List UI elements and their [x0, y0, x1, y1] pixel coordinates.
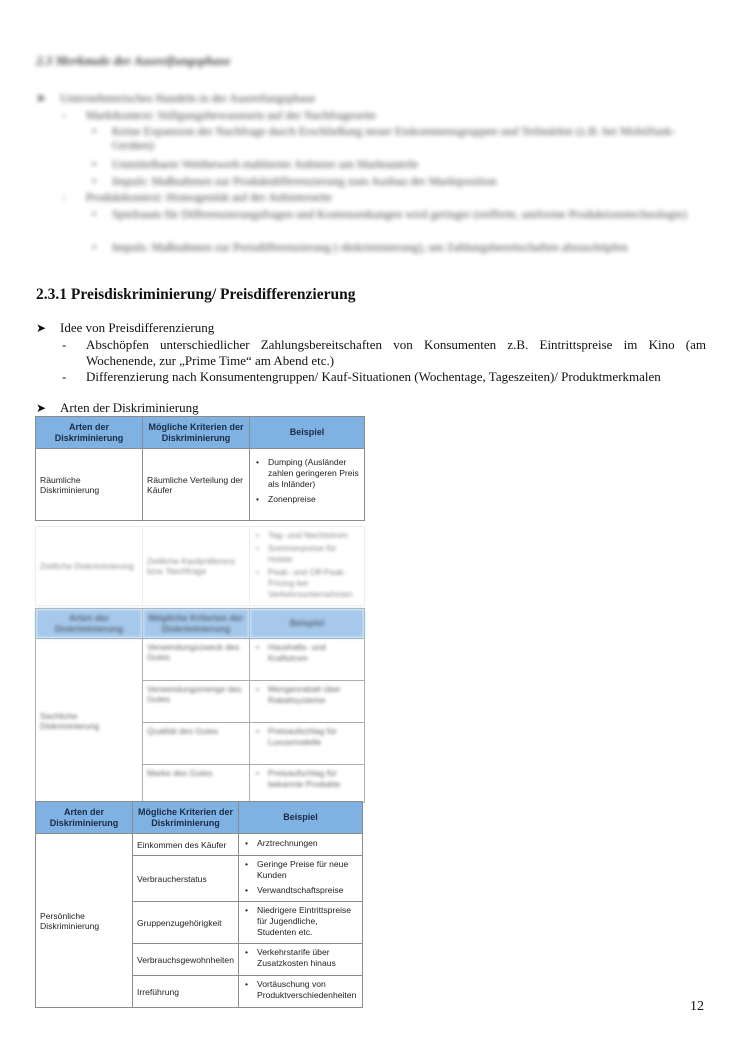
table-cell-examples — [239, 944, 363, 976]
table-cell-criterion: Irreführung — [133, 976, 239, 1008]
table-cell-examples — [250, 527, 365, 606]
blurred-line: Produktkontext: Homogenität auf der Anbieterseite — [86, 190, 332, 204]
example-item: • Haushalts- und Kraftstrom — [254, 642, 360, 664]
table-cell-criterion: Verbraucherstatus — [133, 856, 239, 902]
table-cell-type: Sachliche Diskriminierung — [36, 639, 143, 803]
example-item: • Verkehrstarife über Zusatzkosten hinaus — [243, 947, 358, 969]
blurred-bullet: • — [92, 157, 97, 171]
table-cell-criterion: Gruppenzugehörigkeit — [133, 902, 239, 944]
sub-bullet-text: Differenzierung nach Konsumentengruppen/ Kauf-Situationen (Wochentage, Tageszeiten)/ Produktmerkmalen — [86, 369, 661, 384]
table-cell-examples — [239, 856, 363, 902]
table-cell-criterion: Marke des Gutes — [143, 765, 250, 803]
blurred-line: Impuls: Maßnahmen zur Preisdifferenzierung (-diskriminierung), um Zahlungsbereitschaften abzuschöpfen — [112, 240, 628, 254]
section-heading: 2.3.1 Preisdiskriminierung/ Preisdifferenzierung — [36, 286, 356, 303]
blurred-dash: - — [62, 190, 66, 204]
blurred-bullet: • — [92, 207, 97, 221]
blurred-heading: 2.3 Merkmale der Ausreifungsphase — [36, 53, 231, 68]
example-item: • Sommerpreise für Hotels — [254, 543, 360, 565]
example-item: • Zonenpreise — [254, 494, 360, 505]
blurred-line: Impuls: Maßnahmen zur Produktdifferenzierung zum Ausbau der Marktposition — [112, 174, 497, 188]
example-item: • Dumping (Ausländer zahlen geringeren Preis als Inländer) — [254, 457, 360, 490]
blurred-line: Unmittelbarer Wettbewerb etablierter Anbieter um Marktanteile — [112, 157, 419, 171]
blurred-line: Marktkontext: Stillgungsbewusstsein auf der Nachfrageseite — [86, 108, 376, 122]
table-cell-examples — [239, 834, 363, 856]
table-cell-examples — [239, 902, 363, 944]
table-cell-example — [250, 639, 365, 681]
dash-bullet: - — [62, 369, 67, 384]
example-item: • Geringe Preise für neue Kunden — [243, 859, 358, 881]
header-example: Beispiel — [239, 802, 363, 834]
bullet-text: Idee von Preisdifferenzierung — [60, 320, 215, 335]
example-item: • Verwandtschaftspreise — [243, 885, 358, 896]
header-criteria: Mögliche Kriterien der Diskriminierung — [143, 417, 250, 449]
table-cell-type: Räumliche Diskriminierung — [36, 449, 143, 521]
table-cell-criterion: Einkommen des Käufer — [133, 834, 239, 856]
table-cell-criterion: Räumliche Verteilung der Käufer — [143, 449, 250, 521]
table-cell-examples — [250, 449, 365, 521]
example-item: • Arztrechnungen — [243, 838, 358, 849]
arrow-bullet-icon: ➤ — [36, 401, 47, 415]
table-cell-criterion: Verwendungszweck des Gutes — [143, 639, 250, 681]
header-type: Arten der Diskriminierung — [36, 609, 143, 639]
example-item: • Preisaufschlag für bekannte Produkte — [254, 768, 360, 790]
example-item: • Niedrigere Eintrittspreise für Jugendliche, Studenten etc. — [243, 905, 358, 938]
page-number: 12 — [690, 999, 704, 1014]
blurred-line: Keine Expansion der Nachfrage durch Erschließung neuer Einkommensgruppen und Teilmärkte (z.B. bei Mobilfunk-Geräten) — [112, 124, 676, 152]
blurred-bullet: • — [92, 240, 97, 254]
header-example: Beispiel — [250, 417, 365, 449]
arrow-bullet-icon: ➤ — [36, 321, 47, 335]
table-cell-type: Persönliche Diskriminierung — [36, 834, 133, 1008]
header-criteria: Mögliche Kriterien der Diskriminierung — [133, 802, 239, 834]
blurred-dash: - — [62, 108, 66, 122]
blurred-bullet-arrow: ➤ — [36, 91, 47, 105]
dash-bullet: - — [62, 337, 67, 352]
table-cell-criterion: Zeitliche Kaufpräferenz bzw. Nachfrage — [143, 527, 250, 606]
header-type: Arten der Diskriminierung — [36, 802, 133, 834]
table-cell-example — [250, 681, 365, 723]
example-item: • Peak- und Off-Peak-Pricing bei Verkehrsunternehmen — [254, 567, 360, 600]
table-cell-example — [250, 765, 365, 803]
blurred-line: Unternehmerisches Handeln in der Ausreifungsphase — [60, 91, 316, 105]
blurred-bullet: • — [92, 174, 97, 188]
header-type: Arten der Diskriminierung — [36, 417, 143, 449]
discrimination-table-1-cont — [35, 526, 365, 606]
table-cell-examples — [239, 976, 363, 1008]
header-criteria: Mögliche Kriterien der Diskriminierung — [143, 609, 250, 639]
blurred-line: Spielraum für Differenzierungsfragen und Kostensenkungen wird geringer (reifferte, uniforme Produktionstechnologie) — [112, 207, 687, 221]
sub-bullet-text: Abschöpfen unterschiedlicher Zahlungsbereitschaften von Konsumenten z.B. Eintrittspreise im Kino (am Wochenende, zur „Prime Time“ am Abend etc.) — [86, 337, 706, 368]
example-item: • Vortäuschung von Produktverschiedenheiten — [243, 979, 358, 1001]
table-cell-criterion: Verbrauchsgewohnheiten — [133, 944, 239, 976]
example-item: • Tag- und Nachtstrom — [254, 530, 360, 541]
table-cell-type: Zeitliche Diskriminierung — [36, 527, 143, 606]
bullet-text: Arten der Diskriminierung — [60, 400, 199, 415]
discrimination-table-3 — [35, 801, 363, 1008]
table-cell-criterion: Verwendungsmenge des Gutes — [143, 681, 250, 723]
example-item: • Mengenrabatt über Rabattsysteme — [254, 684, 360, 706]
discrimination-table-1 — [35, 416, 365, 521]
example-item: • Preisaufschlag für Luxusmodelle — [254, 726, 360, 748]
discrimination-table-2 — [35, 608, 365, 803]
table-cell-example — [250, 723, 365, 765]
table-cell-criterion: Qualität des Gutes — [143, 723, 250, 765]
header-example: Beispiel — [250, 609, 365, 639]
blurred-bullet: • — [92, 124, 97, 138]
